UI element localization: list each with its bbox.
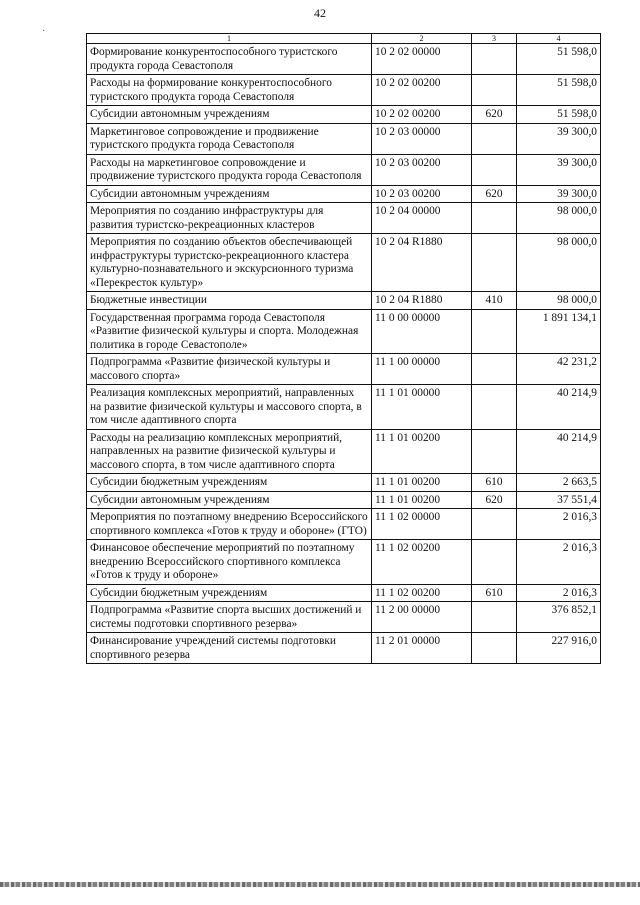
row-amount-cell: 51 598,0	[517, 75, 601, 106]
row-name-cell: Подпрограмма «Развитие спорта высших достижений и системы подготовки спортивного резерва»	[87, 602, 372, 633]
row-code-cell: 10 2 03 00200	[372, 185, 472, 203]
row-name-cell: Расходы на формирование конкурентоспособного туристского продукта города Севастополя	[87, 75, 372, 106]
row-expense-type-cell: 610	[472, 584, 517, 602]
row-code-cell: 11 1 02 00000	[372, 509, 472, 540]
row-expense-type-cell	[472, 309, 517, 354]
row-expense-type-cell	[472, 75, 517, 106]
table-row	[87, 633, 601, 664]
row-expense-type-cell	[472, 429, 517, 474]
row-name-cell: Мероприятия по созданию инфраструктуры для развития туристско-рекреационных кластеров	[87, 203, 372, 234]
row-amount-cell: 51 598,0	[517, 44, 601, 75]
row-amount-cell: 39 300,0	[517, 123, 601, 154]
table-row	[87, 602, 601, 633]
row-code-cell: 10 2 02 00200	[372, 75, 472, 106]
row-name-cell: Мероприятия по созданию объектов обеспечивающей инфраструктуры туристско-рекреационного кластера культурно-познавательного и экскурсионного туризма «Перекресток культур»	[87, 234, 372, 292]
row-expense-type-cell: 620	[472, 491, 517, 509]
table-row	[87, 474, 601, 492]
table-row	[87, 292, 601, 310]
table-row	[87, 540, 601, 585]
row-expense-type-cell	[472, 44, 517, 75]
row-name-cell: Субсидии автономным учреждениям	[87, 106, 372, 124]
row-code-cell: 10 2 04 R1880	[372, 292, 472, 310]
table-row	[87, 429, 601, 474]
row-amount-cell: 98 000,0	[517, 234, 601, 292]
row-name-cell: Бюджетные инвестиции	[87, 292, 372, 310]
column-number-3: 3	[472, 34, 517, 44]
row-expense-type-cell	[472, 123, 517, 154]
row-code-cell: 10 2 03 00200	[372, 154, 472, 185]
row-expense-type-cell	[472, 203, 517, 234]
row-expense-type-cell	[472, 354, 517, 385]
row-code-cell: 11 1 02 00200	[372, 584, 472, 602]
row-name-cell: Расходы на реализацию комплексных мероприятий, направленных на развитие физической культуры и массового спорта, в том числе адаптивного спорта	[87, 429, 372, 474]
margin-mark: ·	[42, 26, 46, 37]
row-expense-type-cell	[472, 633, 517, 664]
row-name-cell: Субсидии бюджетным учреждениям	[87, 474, 372, 492]
row-name-cell: Расходы на маркетинговое сопровождение и продвижение туристского продукта города Севастополя	[87, 154, 372, 185]
row-name-cell: Субсидии автономным учреждениям	[87, 185, 372, 203]
column-number-row	[87, 34, 601, 44]
row-code-cell: 10 2 04 R1880	[372, 234, 472, 292]
row-amount-cell: 2 663,5	[517, 474, 601, 492]
table-row	[87, 234, 601, 292]
row-expense-type-cell: 610	[472, 474, 517, 492]
row-code-cell: 11 1 01 00200	[372, 491, 472, 509]
row-name-cell: Субсидии бюджетным учреждениям	[87, 584, 372, 602]
row-name-cell: Формирование конкурентоспособного туристского продукта города Севастополя	[87, 44, 372, 75]
row-name-cell: Мероприятия по поэтапному внедрению Всероссийского спортивного комплекса «Готов к труду и обороне» (ГТО)	[87, 509, 372, 540]
table-row	[87, 309, 601, 354]
row-code-cell: 11 0 00 00000	[372, 309, 472, 354]
row-expense-type-cell: 620	[472, 185, 517, 203]
row-code-cell: 11 2 01 00000	[372, 633, 472, 664]
row-code-cell: 10 2 02 00000	[372, 44, 472, 75]
row-expense-type-cell	[472, 509, 517, 540]
row-expense-type-cell	[472, 540, 517, 585]
table-row	[87, 354, 601, 385]
row-name-cell: Субсидии автономным учреждениям	[87, 491, 372, 509]
row-amount-cell: 227 916,0	[517, 633, 601, 664]
row-amount-cell: 37 551,4	[517, 491, 601, 509]
table-row	[87, 584, 601, 602]
row-expense-type-cell	[472, 154, 517, 185]
row-code-cell: 11 1 01 00200	[372, 474, 472, 492]
row-amount-cell: 98 000,0	[517, 203, 601, 234]
row-code-cell: 10 2 04 00000	[372, 203, 472, 234]
table-row	[87, 44, 601, 75]
row-amount-cell: 2 016,3	[517, 584, 601, 602]
page-number: 42	[314, 6, 326, 20]
row-code-cell: 10 2 03 00000	[372, 123, 472, 154]
row-amount-cell: 376 852,1	[517, 602, 601, 633]
row-code-cell: 11 2 00 00000	[372, 602, 472, 633]
row-code-cell: 11 1 02 00200	[372, 540, 472, 585]
row-amount-cell: 98 000,0	[517, 292, 601, 310]
row-expense-type-cell	[472, 234, 517, 292]
scan-edge-artifact	[0, 882, 640, 887]
row-code-cell: 11 1 01 00200	[372, 429, 472, 474]
table-body	[87, 44, 601, 664]
table-row	[87, 185, 601, 203]
row-amount-cell: 42 231,2	[517, 354, 601, 385]
table-row	[87, 75, 601, 106]
row-expense-type-cell	[472, 602, 517, 633]
column-number-1: 1	[87, 34, 372, 44]
row-amount-cell: 39 300,0	[517, 185, 601, 203]
row-name-cell: Финансовое обеспечение мероприятий по поэтапному внедрению Всероссийского спортивного комплекса «Готов к труду и обороне»	[87, 540, 372, 585]
row-name-cell: Реализация комплексных мероприятий, направленных на развитие физической культуры и массового спорта, в том числе адаптивного спорта	[87, 385, 372, 430]
table-row	[87, 491, 601, 509]
table-row	[87, 385, 601, 430]
row-name-cell: Маркетинговое сопровождение и продвижение туристского продукта города Севастополя	[87, 123, 372, 154]
row-name-cell: Финансирование учреждений системы подготовки спортивного резерва	[87, 633, 372, 664]
table-row	[87, 203, 601, 234]
row-amount-cell: 1 891 134,1	[517, 309, 601, 354]
budget-table	[86, 33, 601, 664]
table-row	[87, 123, 601, 154]
row-expense-type-cell: 410	[472, 292, 517, 310]
row-code-cell: 11 1 01 00000	[372, 385, 472, 430]
row-code-cell: 10 2 02 00200	[372, 106, 472, 124]
row-amount-cell: 2 016,3	[517, 509, 601, 540]
row-amount-cell: 51 598,0	[517, 106, 601, 124]
row-amount-cell: 40 214,9	[517, 385, 601, 430]
row-expense-type-cell	[472, 385, 517, 430]
row-name-cell: Государственная программа города Севастополя «Развитие физической культуры и спорта. Молодежная политика в городе Севастополе»	[87, 309, 372, 354]
column-number-4: 4	[517, 34, 601, 44]
row-name-cell: Подпрограмма «Развитие физической культуры и массового спорта»	[87, 354, 372, 385]
row-amount-cell: 2 016,3	[517, 540, 601, 585]
table-row	[87, 106, 601, 124]
row-amount-cell: 39 300,0	[517, 154, 601, 185]
table-row	[87, 509, 601, 540]
row-code-cell: 11 1 00 00000	[372, 354, 472, 385]
row-amount-cell: 40 214,9	[517, 429, 601, 474]
column-number-2: 2	[372, 34, 472, 44]
row-expense-type-cell: 620	[472, 106, 517, 124]
table-row	[87, 154, 601, 185]
